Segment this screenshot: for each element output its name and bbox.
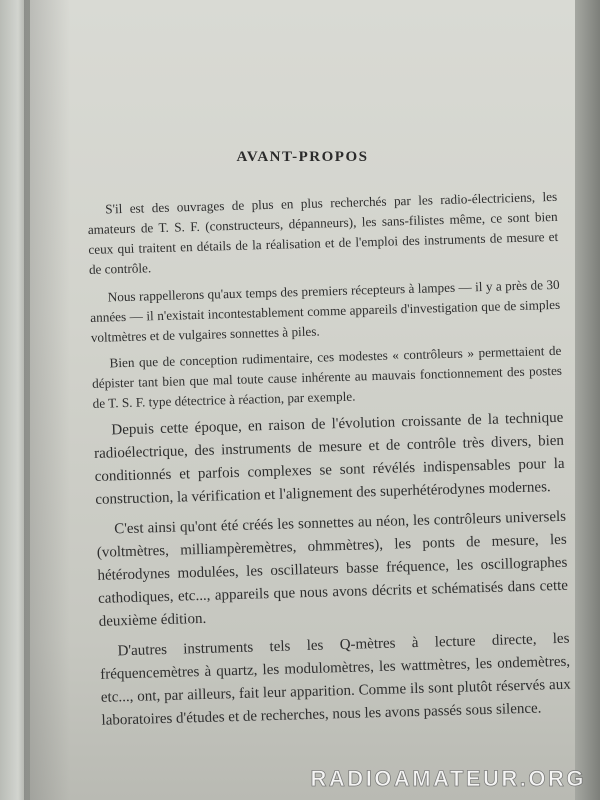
- book-page: [30, 0, 575, 800]
- right-page-edge: [575, 0, 600, 800]
- paragraph-4: Depuis cette époque, en raison de l'évolution croissante de la technique radioélectrique, des instruments de mesure et de contrôle très divers, bien conditionnés et parfois complexes se sont révélés indispensables pour la construction, la vérification et l'alignement des superhétérodynes modernes.: [93, 409, 565, 508]
- paragraph-6: D'autres instruments tels les Q-mètres à lecture directe, les fréquencemètres à quartz, les modulomètres, les wattmètres, les ondemètres, etc..., ont, par ailleurs, fait leur apparition. Comme ils sont plutôt réservés aux laboratoires d'études et de recherches, nous les avons passés sous silence.: [100, 630, 571, 729]
- paragraph-2: Nous rappellerons qu'aux temps des premiers récepteurs à lampes — il y a près de 30 années — il n'existait incontestablement comme appareils d'investigation que de simples voltmètres et de vulgaires sonnettes à piles.: [90, 276, 561, 345]
- page-title: AVANT-PROPOS: [236, 149, 369, 165]
- paragraph-1: S'il est des ouvrages de plus en plus recherchés par les radio-électriciens, les amateurs de T. S. F. (constructeurs, dépanneurs), les sans-filistes même, ce sont bien ceux qui traitent en détails de la réalisation et de l'emploi des instruments de mesure et de contrôle.: [87, 188, 559, 277]
- body-text: [87, 187, 572, 733]
- watermark: RADIOAMATEUR.ORG: [310, 766, 586, 791]
- paragraph-3: Bien que de conception rudimentaire, ces modestes « contrôleurs » permettaient de dépister tant bien que mal toute cause inhérente au mauvais fonctionnement des postes de T. S. F. type détectrice à réaction, par exemple.: [91, 342, 563, 411]
- paragraph-5: C'est ainsi qu'ont été créés les sonnettes au néon, les contrôleurs universels (voltmètres, milliampèremètres, ohmmètres), les ponts de mesure, les hétérodynes modulées, les oscillateurs basse fréquence, les oscillographes cathodiques, etc..., appareils que nous avons décrits et schématisés dans cette deuxième édition.: [96, 508, 569, 630]
